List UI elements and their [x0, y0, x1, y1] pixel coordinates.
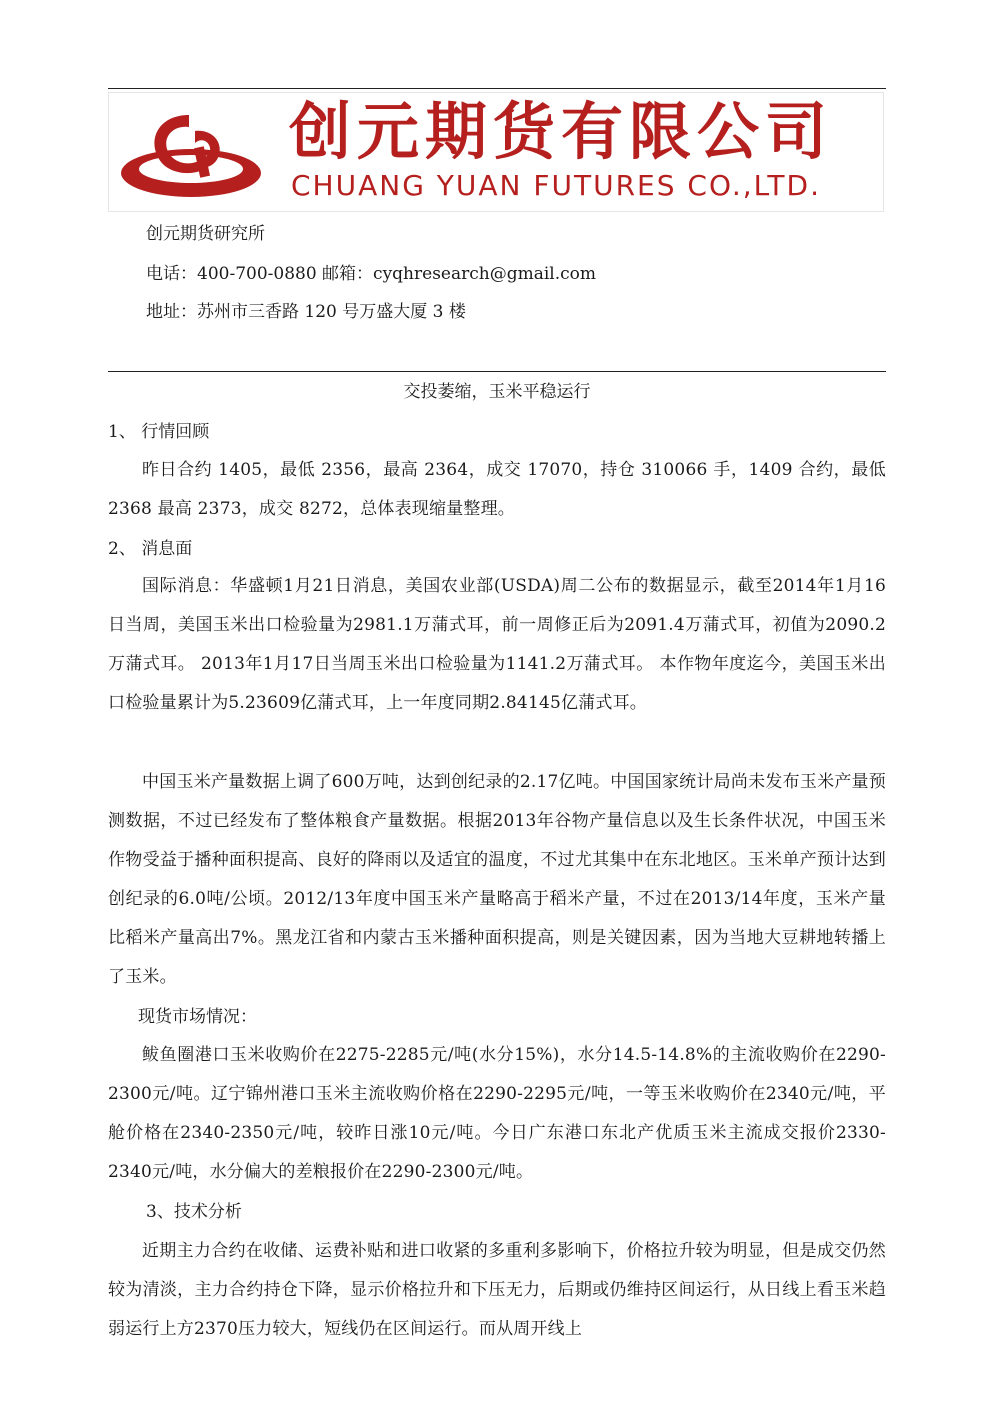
report-title: 交投萎缩，玉米平稳运行	[403, 382, 591, 402]
paragraph-international-news: 国际消息：华盛顿1月21日消息，美国农业部(USDA)周二公布的数据显示，截至2014年1月16日当周，美国玉米出口检验量为2981.1万蒲式耳，前一周修正后为2091.4万蒲式耳，初值为2090.2万蒲式耳。 2013年1月17日当周玉米出口检验量为1141.2万蒲式耳。 本作物年度迄今，美国玉米出口检验量累计为5.23609亿蒲式耳，上一年度同期2.84145亿蒲式耳。	[108, 576, 886, 713]
phone-email-line: 电话：400-700-0880 邮箱：cyqhresearch@gmail.com	[146, 264, 597, 284]
header-bottom-rule	[108, 371, 886, 372]
institute-name: 创元期货研究所	[146, 224, 265, 244]
paragraph-market-review: 昨日合约 1405，最低 2356，最高 2364，成交 17070，持仓 310066 手，1409 合约，最低 2368 最高 2373，成交 8272，总体表现缩量整理。	[108, 460, 886, 519]
section-heading-technical: 3、技术分析	[146, 1202, 242, 1222]
section-heading-news: 2、 消息面	[108, 539, 193, 559]
address-line: 地址：苏州市三香路 120 号万盛大厦 3 楼	[146, 302, 466, 322]
company-name-cn: 创元期货有限公司	[289, 95, 834, 168]
company-logo-icon	[119, 103, 269, 203]
letterhead-banner	[108, 92, 884, 212]
paragraph-china-production: 中国玉米产量数据上调了600万吨，达到创纪录的2.17亿吨。中国国家统计局尚未发布玉米产量预测数据，不过已经发布了整体粮食产量数据。根据2013年谷物产量信息以及生长条件状况，中国玉米作物受益于播种面积提高、良好的降雨以及适宜的温度，不过尤其集中在东北地区。玉米单产预计达到创纪录的6.0吨/公顷。2012/13年度中国玉米产量略高于稻米产量，不过在2013/14年度，玉米产量比稻米产量高出7%。黑龙江省和内蒙古玉米播种面积提高，则是关键因素，因为当地大豆耕地转播上了玉米。	[108, 772, 886, 987]
paragraph-technical-analysis: 近期主力合约在收储、运费补贴和进口收紧的多重利多影响下，价格拉升较为明显，但是成交仍然较为清淡，主力合约持仓下降，显示价格拉升和下压无力，后期或仍维持区间运行，从日线上看玉米趋弱运行上方2370压力较大，短线仍在区间运行。而从周开线上	[108, 1241, 886, 1339]
paragraph-spot-market: 鲅鱼圈港口玉米收购价在2275-2285元/吨(水分15%)，水分14.5-14.8%的主流收购价在2290-2300元/吨。辽宁锦州港口玉米主流收购价格在2290-2295元/吨，一等玉米收购价在2340元/吨，平舱价格在2340-2350元/吨，较昨日涨10元/吨。今日广东港口东北产优质玉米主流成交报价2330-2340元/吨，水分偏大的差粮报价在2290-2300元/吨。	[108, 1045, 886, 1182]
company-name-en: CHUANG YUAN FUTURES CO.,LTD.	[291, 169, 821, 202]
spot-market-heading: 现货市场情况：	[138, 1007, 257, 1027]
header-top-rule	[108, 88, 886, 89]
section-heading-market-review: 1、 行情回顾	[108, 422, 210, 442]
